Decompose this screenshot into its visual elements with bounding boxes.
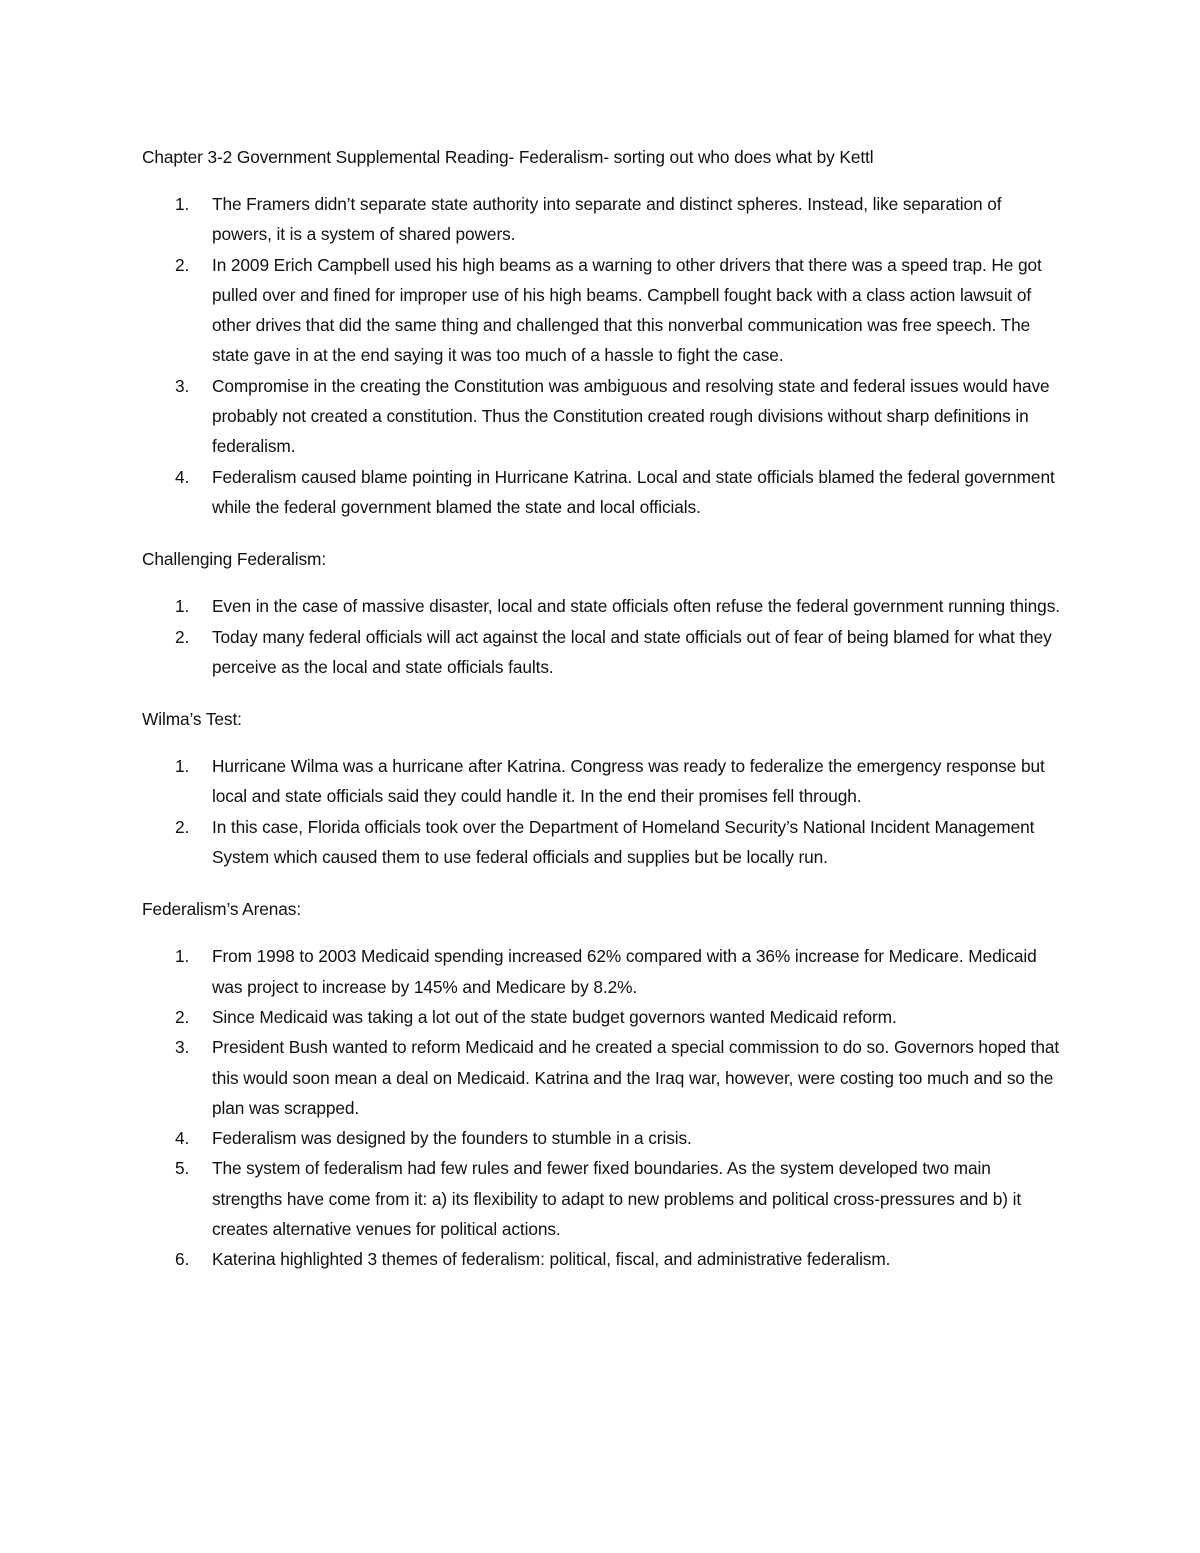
section-heading-wilmas-test: Wilma’s Test: [142, 709, 242, 730]
list-item [142, 1153, 1062, 1244]
list-item-number: 2. [175, 1006, 190, 1027]
list-item-number: 6. [175, 1249, 190, 1270]
list-item [142, 1032, 1062, 1123]
list-item-text: Katerina highlighted 3 themes of federalism: political, fiscal, and administrative federalism. [212, 1249, 891, 1270]
list-item-number: 1. [175, 946, 190, 967]
list-item-text: The system of federalism had few rules and fewer fixed boundaries. As the system developed two main strengths have come from it: a) its flexibility to adapt to new problems and political cross-pressures and b) it creates alternative venues for political actions. [212, 1158, 1022, 1240]
list-item-number: 5. [175, 1158, 190, 1179]
list-item-number: 4. [175, 1128, 190, 1149]
list-item [142, 189, 1062, 250]
list-item [142, 591, 1062, 621]
federalisms-arenas-list [142, 941, 1062, 1274]
list-item [142, 1123, 1062, 1153]
list-item-text: The Framers didn’t separate state authority into separate and distinct spheres. Instead, like separation of powers, it is a system of shared powers. [212, 194, 1002, 245]
list-item [142, 1002, 1062, 1032]
challenging-federalism-list [142, 591, 1062, 682]
list-item [142, 371, 1062, 462]
list-item-text: Compromise in the creating the Constitution was ambiguous and resolving state and federal issues would have probably not created a constitution. Thus the Constitution created rough divisions without sharp definitions in federalism. [212, 375, 1050, 457]
list-item-text: Today many federal officials will act against the local and state officials out of fear of being blamed for what they perceive as the local and state officials faults. [212, 626, 1052, 677]
wilmas-test-list [142, 751, 1062, 872]
section-heading-challenging-federalism: Challenging Federalism: [142, 549, 327, 570]
list-item-number: 3. [175, 1037, 190, 1058]
list-item-text: Since Medicaid was taking a lot out of the state budget governors wanted Medicaid reform. [212, 1006, 897, 1027]
list-item-text: Federalism was designed by the founders to stumble in a crisis. [212, 1128, 692, 1149]
list-item [142, 1244, 1062, 1274]
list-item-number: 3. [175, 375, 190, 396]
list-item-number: 4. [175, 466, 190, 487]
list-item-text: Hurricane Wilma was a hurricane after Katrina. Congress was ready to federalize the emergency response but local and state officials said they could handle it. In the end their promises fell through. [212, 756, 1045, 807]
list-item-number: 1. [175, 194, 190, 214]
list-item-number: 2. [175, 254, 190, 275]
list-item [142, 462, 1062, 523]
list-item-text: President Bush wanted to reform Medicaid and he created a special commission to do so. Governors hoped that this would soon mean a deal on Medicaid. Katrina and the Iraq war, however, were costing too much and so the plan was scrapped. [212, 1037, 1060, 1118]
list-item-text: In 2009 Erich Campbell used his high beams as a warning to other drivers that there was a speed trap. He got pulled over and fined for improper use of his high beams. Campbell fought back with a class action lawsuit of other drives that did the same thing and challenged that this nonverbal communication was free speech. The state gave in at the end saying it was too much of a hassle to fight the case. [212, 254, 1042, 366]
document-title: Chapter 3-2 Government Supplemental Reading- Federalism- sorting out who does what by Kettl [142, 147, 874, 167]
list-item [142, 250, 1062, 371]
list-item-number: 2. [175, 816, 190, 837]
list-item [142, 941, 1062, 1002]
intro-list [142, 189, 1062, 522]
list-item [142, 622, 1062, 683]
list-item-number: 1. [175, 596, 190, 617]
list-item [142, 751, 1062, 812]
document-content [142, 142, 1062, 1275]
list-item-text: Even in the case of massive disaster, local and state officials often refuse the federal government running things. [212, 596, 1060, 617]
list-item-text: In this case, Florida officials took over the Department of Homeland Security’s National Incident Management System which caused them to use federal officials and supplies but be locally run. [212, 816, 1035, 868]
list-item-number: 2. [175, 626, 190, 647]
list-item [142, 812, 1062, 873]
list-item-number: 1. [175, 756, 190, 777]
list-item-text: Federalism caused blame pointing in Hurricane Katrina. Local and state officials blamed the federal government while the federal government blamed the state and local officials. [212, 466, 1055, 517]
list-item-text: From 1998 to 2003 Medicaid spending increased 62% compared with a 36% increase for Medicare. Medicaid was project to increase by 145% and Medicare by 8.2%. [212, 946, 1037, 997]
section-heading-federalisms-arenas: Federalism’s Arenas: [142, 899, 302, 920]
